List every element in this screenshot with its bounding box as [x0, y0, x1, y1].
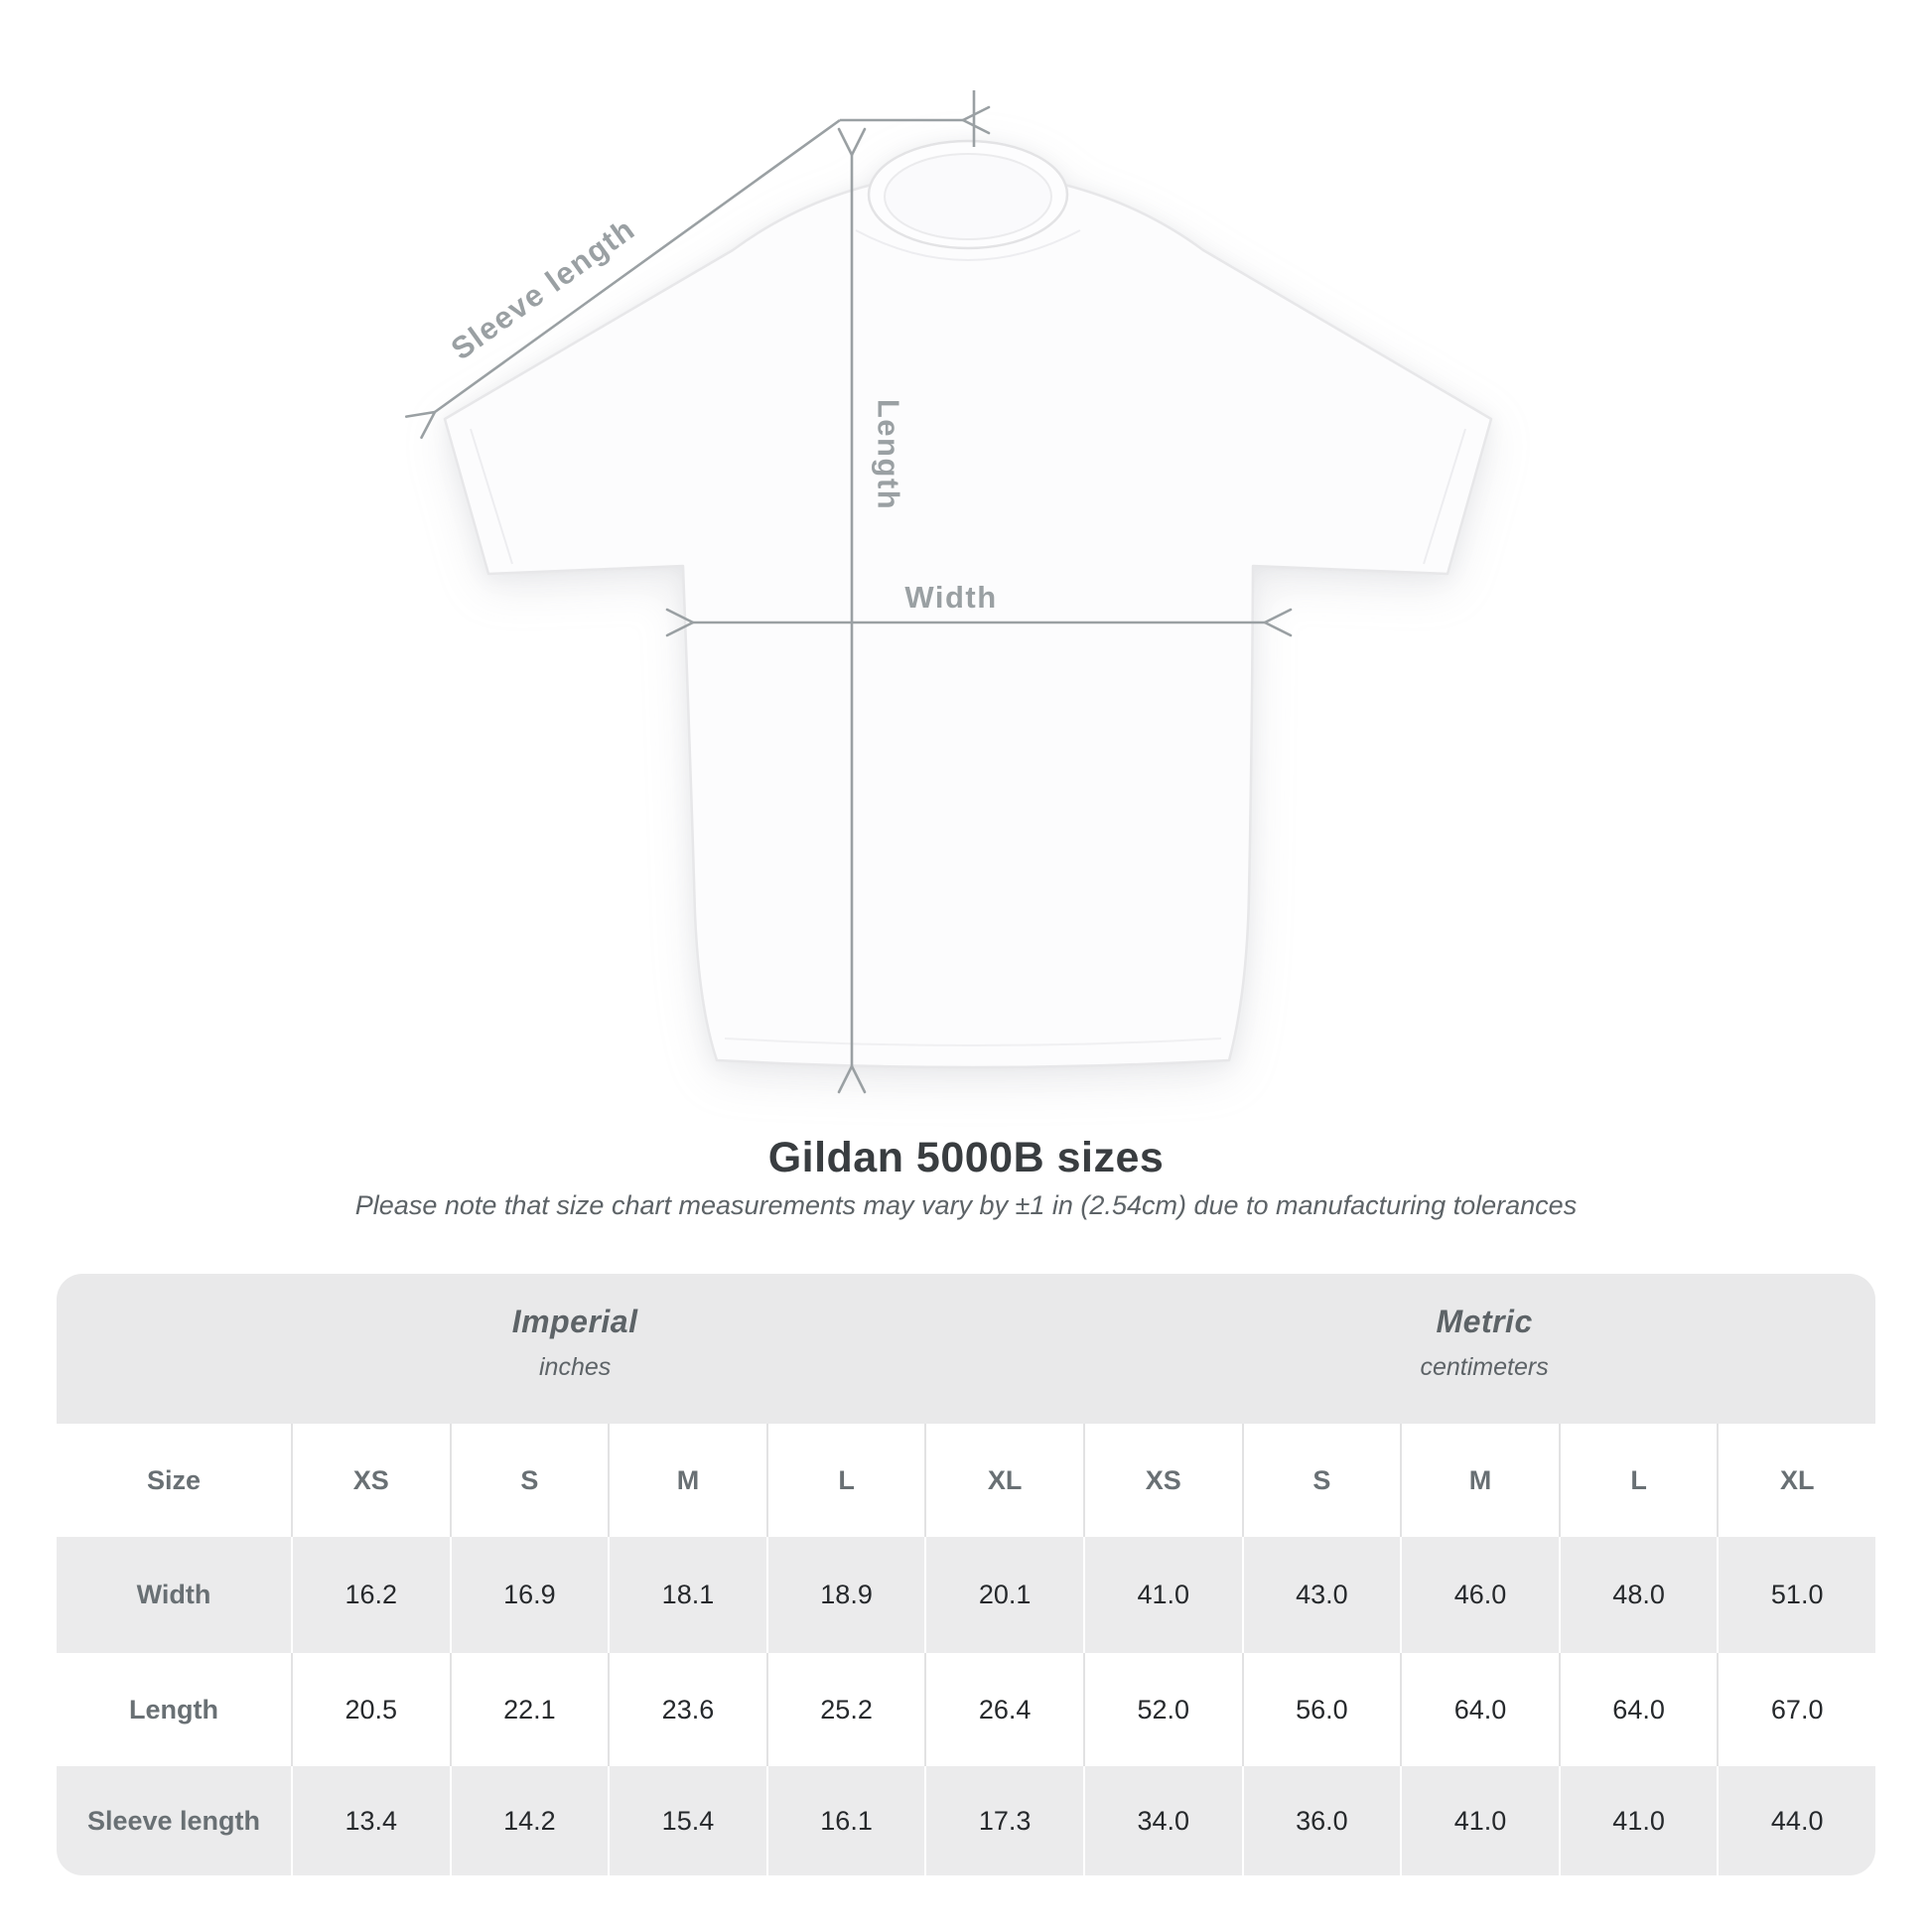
size-table	[57, 1274, 1875, 1875]
measurement-value: 17.3	[924, 1766, 1083, 1875]
length-label: Length	[871, 398, 906, 511]
measurement-value: 67.0	[1717, 1653, 1875, 1766]
size-column-header: XL	[924, 1424, 1083, 1537]
page-title: Gildan 5000B sizes	[767, 1134, 1165, 1181]
measurement-value: 64.0	[1400, 1653, 1559, 1766]
measurement-value: 46.0	[1400, 1537, 1559, 1653]
measurement-value: 41.0	[1559, 1766, 1718, 1875]
imperial-unit-label: inches	[538, 1353, 612, 1381]
size-column-header: XL	[1717, 1424, 1875, 1537]
table-body	[57, 1537, 1875, 1875]
measurement-value: 20.1	[924, 1537, 1083, 1653]
size-header-row	[57, 1424, 1875, 1537]
measurement-value: 14.2	[450, 1766, 609, 1875]
measurement-value: 51.0	[1717, 1537, 1875, 1653]
tolerance-note: Please note that size chart measurements may vary by ±1 in (2.54cm) due to manufacturing tolerances	[354, 1190, 1578, 1220]
size-column-header: L	[766, 1424, 925, 1537]
width-label: Width	[904, 580, 998, 615]
size-corner-label: Size	[146, 1464, 201, 1495]
measurement-value: 23.6	[608, 1653, 766, 1766]
size-column-header: XS	[1083, 1424, 1242, 1537]
measurement-value: 34.0	[1083, 1766, 1242, 1875]
measurement-value: 18.1	[608, 1537, 766, 1653]
measurement-row-sleeve-length	[57, 1766, 1875, 1875]
size-column-header: M	[1400, 1424, 1559, 1537]
row-label: Length	[128, 1694, 218, 1725]
size-column-header: XS	[291, 1424, 450, 1537]
measurement-value: 48.0	[1559, 1537, 1718, 1653]
measurement-value: 26.4	[924, 1653, 1083, 1766]
measurement-value: 41.0	[1083, 1537, 1242, 1653]
size-column-header: L	[1559, 1424, 1718, 1537]
measurement-value: 18.9	[766, 1537, 925, 1653]
measurement-value: 15.4	[608, 1766, 766, 1875]
measurement-value: 43.0	[1242, 1537, 1401, 1653]
measurement-value: 44.0	[1717, 1766, 1875, 1875]
measurement-value: 13.4	[291, 1766, 450, 1875]
measurement-value: 36.0	[1242, 1766, 1401, 1875]
measurement-value: 64.0	[1559, 1653, 1718, 1766]
measurement-value: 56.0	[1242, 1653, 1401, 1766]
measurement-row-width	[57, 1537, 1875, 1653]
imperial-group-header	[57, 1274, 1093, 1418]
sleeve-length-label: Sleeve length	[444, 210, 642, 367]
imperial-label: Imperial	[511, 1304, 638, 1339]
metric-label: Metric	[1436, 1304, 1533, 1339]
measurement-value: 25.2	[766, 1653, 925, 1766]
size-column-header: S	[450, 1424, 609, 1537]
measurement-value: 16.9	[450, 1537, 609, 1653]
unit-header-band	[57, 1274, 1875, 1424]
measurement-value: 41.0	[1400, 1766, 1559, 1875]
size-column-header: M	[608, 1424, 766, 1537]
measurement-value: 52.0	[1083, 1653, 1242, 1766]
row-label: Sleeve length	[86, 1805, 261, 1836]
metric-unit-label: centimeters	[1420, 1353, 1549, 1381]
measurement-row-length	[57, 1653, 1875, 1766]
size-column-header: S	[1242, 1424, 1401, 1537]
row-label: Width	[136, 1580, 211, 1609]
measurement-value: 16.2	[291, 1537, 450, 1653]
measurement-value: 16.1	[766, 1766, 925, 1875]
metric-group-header	[1093, 1274, 1875, 1418]
measurement-value: 22.1	[450, 1653, 609, 1766]
measurement-value: 20.5	[291, 1653, 450, 1766]
